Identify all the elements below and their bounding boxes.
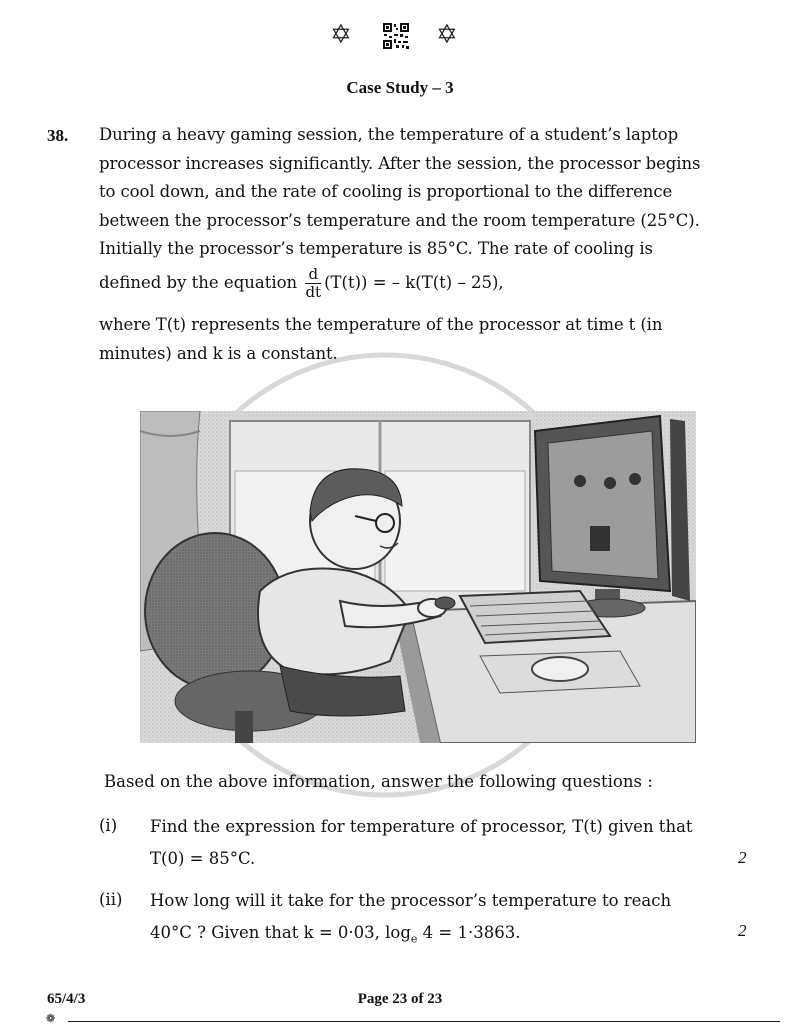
para-line-2: processor increases significantly. After the session, the processor begins — [99, 153, 701, 173]
subquestion-1-line-1: Find the expression for temperature of processor, T(t) given that — [150, 817, 693, 836]
subquestion-2-line-2b: 4 = 1·3863. — [417, 923, 521, 942]
page-number: Page 23 of 23 — [357, 991, 443, 1007]
subquestion-1-text — [150, 811, 712, 875]
subquestion-1-label: (i) — [99, 816, 118, 835]
question-number: 38. — [47, 126, 69, 145]
footer-rule — [68, 1021, 780, 1022]
subquestion-2-label: (ii) — [99, 890, 123, 909]
para-line-4: between the processor’s temperature and the room temperature (25°C). — [99, 210, 700, 230]
subquestion-1-marks: 2 — [738, 848, 747, 867]
subquestion-2-line-1: How long will it take for the processor’s temperature to reach — [150, 891, 672, 910]
instruction-text: Based on the above information, answer the following questions : — [104, 772, 653, 791]
equation-rest: (T(t)) = – k(T(t) – 25), — [324, 273, 504, 292]
fraction-denominator: dt — [305, 283, 322, 301]
para-line-5: Initially the processor’s temperature is 85°C. The rate of cooling is — [99, 239, 653, 258]
qr-code-icon — [382, 22, 410, 50]
subquestion-2-line-2 — [150, 917, 712, 955]
star-of-david-icon-left: ✡ — [330, 20, 352, 50]
footer-bullet-icon: ❁ — [46, 1012, 56, 1025]
where-paragraph — [99, 311, 713, 368]
where-line-1: where T(t) represents the temperature of the processor at time t (in — [99, 315, 663, 334]
para-line-1: During a heavy gaming session, the temperature of a student’s laptop — [99, 125, 679, 144]
subquestion-1-line-2: T(0) = 85°C. — [150, 849, 256, 868]
subquestion-2-line-2a: 40°C ? Given that k = 0·03, log — [150, 923, 411, 942]
equation-prefix: defined by the equation — [99, 273, 298, 292]
where-line-2: minutes) and k is a constant. — [99, 343, 338, 363]
fraction-numerator: d — [305, 266, 321, 284]
para-line-3: to cool down, and the rate of cooling is proportional to the difference — [99, 182, 673, 201]
subquestion-2-marks: 2 — [738, 921, 747, 940]
derivative-fraction — [305, 266, 321, 301]
subquestion-2-text — [150, 885, 712, 955]
student-gaming-illustration — [140, 411, 696, 743]
case-study-title: Case Study – 3 — [346, 78, 454, 97]
paper-code: 65/4/3 — [47, 991, 86, 1007]
star-of-david-icon-right: ✡ — [436, 20, 458, 50]
question-paragraph — [99, 121, 713, 264]
cooling-equation-line — [99, 266, 739, 301]
log-base-subscript: e — [410, 932, 418, 946]
